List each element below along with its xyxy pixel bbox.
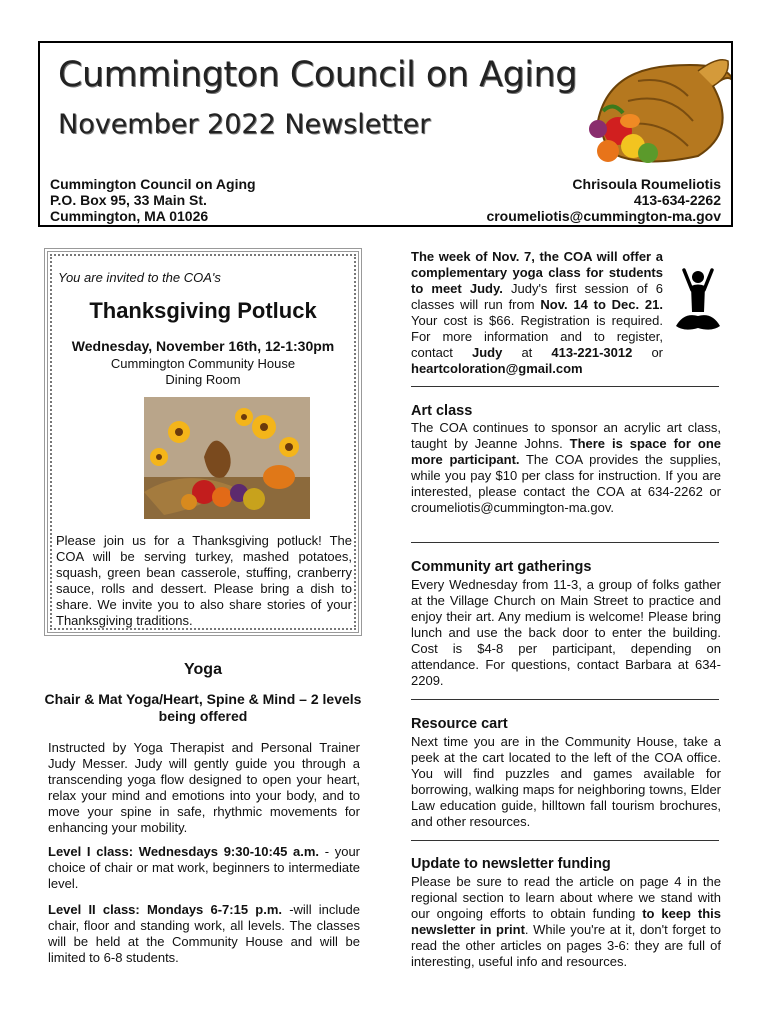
potluck-location [48, 356, 358, 388]
divider [411, 386, 719, 387]
coa-address [50, 176, 256, 224]
level-2-label: Level II class: Mondays 6-7:15 p.m. [48, 902, 282, 917]
contact-email[interactable]: croumeliotis@cummington-ma.gov [486, 208, 721, 224]
cornucopia-illustration [578, 51, 733, 169]
offer-email[interactable]: heartcoloration@gmail.com [411, 361, 583, 376]
yoga-level-1 [48, 844, 360, 892]
offer-bold: The week of Nov. 7, the COA will offer a complementary yoga class for students to meet Judy. [411, 249, 663, 296]
funding-text: Please be sure to read the article on page 4 in the regional section to learn about where we stand with our ongoing efforts to obtain funding [411, 874, 721, 921]
location-line: Dining Room [165, 372, 241, 387]
resource-cart-heading: Resource cart [411, 716, 508, 732]
thanksgiving-potluck-box [44, 248, 362, 636]
art-class-heading: Art class [411, 403, 473, 419]
community-art-heading: Community art gatherings [411, 559, 592, 575]
level-1-text: - your choice of chair or mat work, beginners to intermediate level. [48, 844, 361, 891]
funding-heading: Update to newsletter funding [411, 856, 611, 872]
community-art-body: Every Wednesday from 11-3, a group of folks gather at the Village Church on Main Street to practice and enjoy their art. Any medium is welcome! Please bring lunch and use the back door to enter the building. Cost is $4-8 per participant, depending on attendance. For questions, contact Barbara at 634-2209. [411, 577, 721, 688]
offer-contact-name: Judy [472, 345, 503, 360]
art-class-body [411, 420, 721, 516]
offer-text: at [502, 345, 552, 360]
newsletter-subtitle: November 2022 Newsletter [58, 109, 431, 140]
funding-body [411, 874, 721, 970]
yoga-heading: Yoga [184, 661, 222, 678]
divider [411, 699, 719, 700]
contact-phone: 413-634-2262 [633, 192, 721, 208]
art-text: The COA continues to sponsor an acrylic art class, taught by Jeanne Johns. [411, 420, 721, 451]
contact-info [486, 176, 721, 224]
offer-text: Judy's first session of 6 classes will run from [411, 281, 663, 312]
location-line: Cummington Community House [110, 356, 296, 371]
divider [411, 840, 719, 841]
potluck-invite: You are invited to the COA's [58, 270, 221, 285]
contact-name: Chrisoula Roumeliotis [572, 176, 721, 192]
divider [411, 542, 719, 543]
level-1-label: Level I class: Wednesdays 9:30-10:45 a.m. [48, 844, 320, 859]
address-line: Cummington Council on Aging [50, 176, 256, 192]
masthead [38, 41, 733, 227]
yoga-level-2 [48, 902, 360, 966]
level-2-text: -will include chair, floor and standing work, all levels. The classes will be held at the Community House and will be limited to 6-8 students. [48, 902, 360, 965]
potluck-date: Wednesday, November 16th, 12-1:30pm [71, 338, 335, 354]
resource-cart-body: Next time you are in the Community House, take a peek at the cart located to the left of the COA office. You will find puzzles and games available for borrowing, walking maps for neighboring towns, Elder Law education guide, hilltown fall tourism brochures, and other resources. [411, 734, 721, 829]
potluck-description: Please join us for a Thanksgiving potluck! The COA will be serving turkey, mashed potatoes, squash, green bean casserole, stuffing, cranberry sauce, rolls and dessert. Please bring a dish to share. We invite you to also share stories of your Thanksgiving traditions. [56, 533, 352, 628]
art-bold: There is space for one more participant. [411, 436, 721, 467]
offer-text: Your cost is $66. Registration is required. For more information and to register, contact [411, 313, 663, 360]
offer-text: or [632, 345, 664, 360]
address-line: Cummington, MA 01026 [50, 208, 209, 224]
address-line: P.O. Box 95, 33 Main St. [50, 192, 207, 208]
art-text: The COA provides the supplies, while you pay $10 per class for instruction. If you are interested, please contact the COA at 634-2262 or croumeliotis@cummington-ma.gov. [411, 452, 722, 515]
offer-phone: 413-221-3012 [551, 345, 633, 360]
newsletter-title: Cummington Council on Aging [58, 55, 577, 95]
funding-text: . While you're at it, don't forget to read the other articles on pages 3-6: they are full of interesting, useful info and resources. [411, 922, 721, 969]
thanksgiving-photo [144, 397, 310, 519]
potluck-title: Thanksgiving Potluck [89, 298, 317, 323]
yoga-intro: Instructed by Yoga Therapist and Personal Trainer Judy Messer. Judy will gently guide you through a transcending yoga flow designed to open your heart, relax your mind and emotions into your body, and to move your spine in safe, rhythmic movements for enhancing your mobility. [48, 740, 360, 835]
yoga-offer [411, 249, 663, 377]
yoga-pose-icon [674, 268, 722, 336]
funding-bold: to keep this newsletter in print [411, 906, 721, 937]
yoga-subheading: Chair & Mat Yoga/Heart, Spine & Mind – 2 levels being offered [44, 691, 362, 724]
offer-dates: Nov. 14 to Dec. 21. [540, 297, 663, 312]
